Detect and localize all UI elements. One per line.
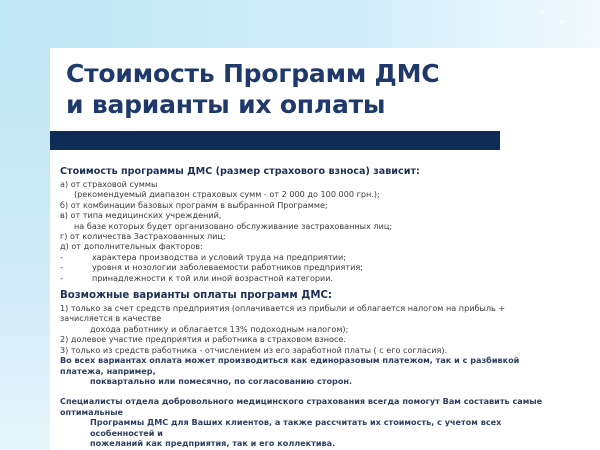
bullet-item — [60, 262, 560, 272]
payment-option-3: 3) только из средств работника - отчислением из его заработной платы ( с его согласия). — [60, 344, 448, 355]
bullet-marker: - — [60, 251, 63, 262]
bullet-text: характера производства и условий труда на предприятии; — [92, 251, 347, 262]
payment-note — [60, 355, 560, 386]
list-item: на базе которых будет организовано обслуживание застрахованных лиц; — [74, 220, 393, 231]
slide-body — [60, 166, 560, 448]
title-line-2: и варианты их оплаты — [66, 90, 386, 119]
sparkle-decoration — [585, 34, 588, 37]
background-top-band — [0, 0, 600, 48]
bullet-marker: - — [60, 262, 63, 273]
bullet-text: принадлежности к той или иной возрастной категории. — [92, 272, 334, 283]
payment-option-1 — [60, 303, 560, 334]
sparkle-decoration — [540, 10, 543, 13]
slide-title — [66, 58, 546, 120]
title-line-1: Стоимость Программ ДМС — [66, 59, 440, 88]
title-underline-bar — [50, 131, 500, 150]
payment-note-line-1: Во всех вариантах оплата может производиться как единоразовым платежом, так и с разбивкой платежа, например, — [60, 355, 520, 376]
list-item: г) от количества Застрахованных лиц; — [60, 231, 226, 242]
section-heading-cost: Стоимость программы ДМС (размер страхового взноса) зависит: — [60, 166, 420, 177]
closing-paragraph — [60, 396, 560, 448]
closing-line-2: Программы ДМС для Ваших клиентов, а также рассчитать их стоимость, с учетом всех особенностей и — [90, 417, 502, 438]
closing-line-1: Специалисты отдела добровольного медицинского страхования всегда помогут Вам составить самые оптимальные — [60, 396, 543, 417]
list-item: в) от типа медицинских учреждений, — [60, 210, 222, 221]
payment-option-2: 2) долевое участие предприятия и работника в страховом взносе. — [60, 334, 346, 345]
closing-line-3: пожеланий как предприятия, так и его коллектива. — [90, 437, 336, 448]
section-heading-payment: Возможные варианты оплаты программ ДМС: — [60, 290, 333, 302]
bullet-item — [60, 273, 560, 283]
payment-note-line-2: поквартально или помесячно, по согласованию сторон. — [90, 375, 353, 386]
list-item: д) от дополнительных факторов: — [60, 241, 203, 252]
bullet-marker: - — [60, 272, 63, 283]
list-item: б) от комбинации базовых программ в выбранной Программе; — [60, 199, 328, 210]
payment-option-1-line-1: 1) только за счет средств предприятия (оплачивается из прибыли и облагается налогом на прибыль + зачисляется в качестве — [60, 303, 506, 324]
bullet-item — [60, 252, 560, 262]
list-item: а) от страховой суммы — [60, 179, 158, 189]
bullet-text: уровня и нозологии заболеваемости работников предприятия; — [92, 262, 363, 273]
list-item: (рекомендуемый диапазон страховых сумм - от 2 000 до 100 000 грн.); — [74, 189, 380, 200]
payment-option-1-line-2: дохода работнику и облагается 13% подоходным налогом); — [90, 323, 349, 334]
sparkle-decoration — [560, 20, 563, 23]
